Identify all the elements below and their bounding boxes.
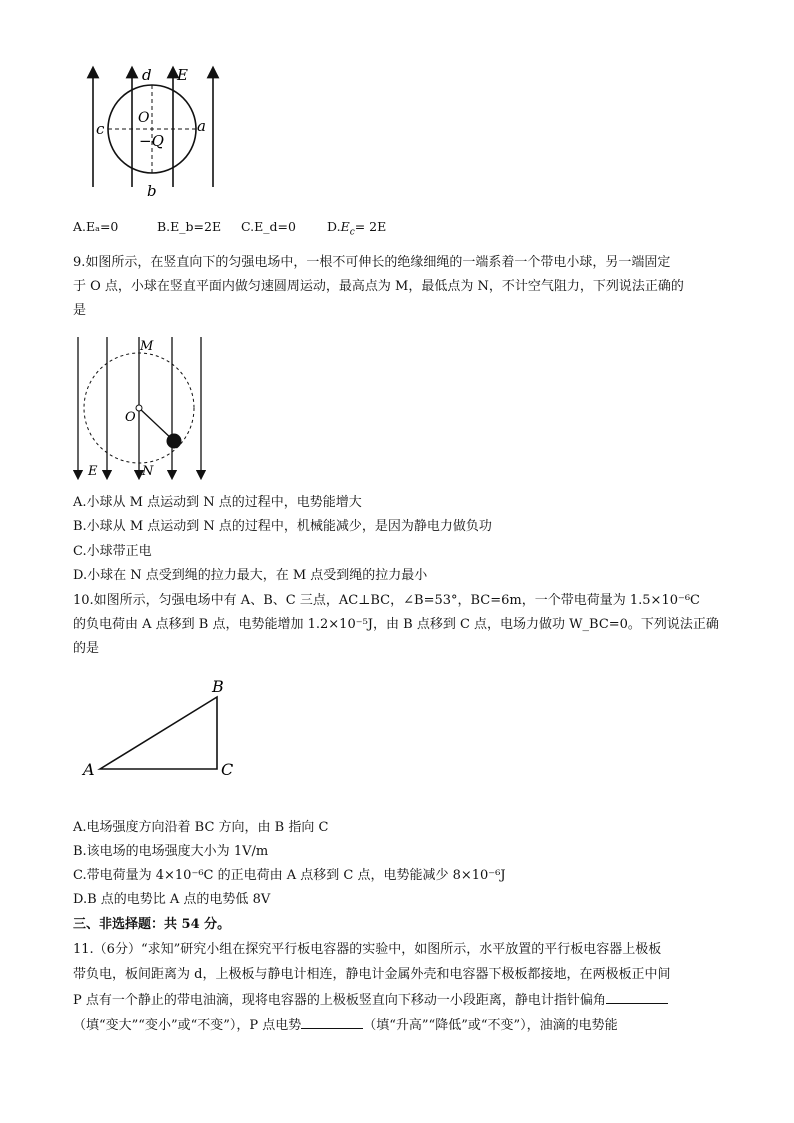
q10-option-b: B.该电场的电场强度大小为 1V/m: [73, 844, 269, 859]
label-Q: −Q: [139, 132, 164, 150]
q9-line3: 是: [73, 303, 87, 318]
q9-figure: [70, 335, 210, 483]
q10-option-c: C.带电荷量为 4×10⁻⁶C 的正电荷由 A 点移到 C 点，电势能减少 8×10⁻⁶J: [73, 868, 506, 883]
label-E: E: [177, 66, 188, 84]
label-E: E: [88, 464, 98, 479]
label-C: C: [221, 760, 234, 779]
q9-line1: 9.如图所示，在竖直向下的匀强电场中，一根不可伸长的绝缘细绳的一端系着一个带电小球，另一端固定: [73, 255, 671, 270]
q10-line2: 的负电荷由 A 点移到 B 点，电势能增加 1.2×10⁻⁵J，由 B 点移到 C 点，电场力做功 W_BC=0。下列说法正确: [73, 617, 719, 632]
q9-option-c: C.小球带正电: [73, 544, 152, 559]
triangle: [100, 697, 217, 769]
label-a: a: [197, 117, 206, 135]
q10-option-a: A.电场强度方向沿着 BC 方向，由 B 指向 C: [73, 820, 329, 835]
q11-line2: 带负电，板间距离为 d，上极板与静电计相连，静电计金属外壳和电容器下极板都接地，在两极板正中间: [73, 967, 671, 982]
q8-options: [73, 218, 386, 242]
answer-blank-1[interactable]: [606, 991, 668, 1004]
q9-option-b: B.小球从 M 点运动到 N 点的过程中，机械能减少，是因为静电力做负功: [73, 519, 492, 534]
charged-ball: [167, 434, 182, 449]
q10-line1: 10.如图所示，匀强电场中有 A、B、C 三点，AC⊥BC，∠B=53°，BC=6m，一个带电荷量为 1.5×10⁻⁶C: [73, 593, 701, 608]
section3-heading: 三、非选择题：共 54 分。: [73, 917, 231, 932]
label-N: N: [142, 464, 154, 479]
q8-option-b: B.E_b=2E: [157, 219, 222, 234]
q11-line4: （填“变大”“变小”或“不变”），P 点电势 （填“升高”“降低”或“不变”），油滴的电势能: [73, 1018, 618, 1033]
q11-line1: 11.（6分）“求知”研究小组在探究平行板电容器的实验中，如图所示，水平放置的平行板电容器上极板: [73, 942, 662, 957]
q9-option-d: D.小球在 N 点受到绳的拉力最大，在 M 点受到绳的拉力最小: [73, 568, 428, 583]
q10-line3: 的是: [73, 641, 100, 656]
label-b: b: [147, 182, 157, 200]
label-B: B: [212, 677, 224, 696]
label-A: A: [83, 760, 95, 779]
q8-option-c: C.E_d=0: [241, 219, 296, 234]
q8-figure: [75, 62, 235, 202]
label-d: d: [142, 66, 152, 84]
label-O: O: [138, 110, 150, 126]
label-O: O: [125, 410, 136, 425]
q8-option-a: A.Eₐ=0: [73, 219, 119, 234]
answer-blank-2[interactable]: [301, 1016, 363, 1029]
q11-line3: P 点有一个静止的带电油滴，现将电容器的上极板竖直向下移动一小段距离，静电计指针偏角: [73, 991, 668, 1010]
q9-line2: 于 O 点，小球在竖直平面内做匀速圆周运动，最高点为 M，最低点为 N，不计空气阻力，下列说法正确的: [73, 279, 684, 294]
label-c: c: [96, 120, 105, 138]
q10-figure: [80, 675, 250, 785]
q8-option-d: $D.E_c= 2E$: [327, 219, 387, 238]
q10-option-d: D.B 点的电势比 A 点的电势低 8V: [73, 892, 271, 907]
q9-option-a: A.小球从 M 点运动到 N 点的过程中，电势能增大: [73, 495, 362, 510]
label-M: M: [140, 339, 154, 354]
